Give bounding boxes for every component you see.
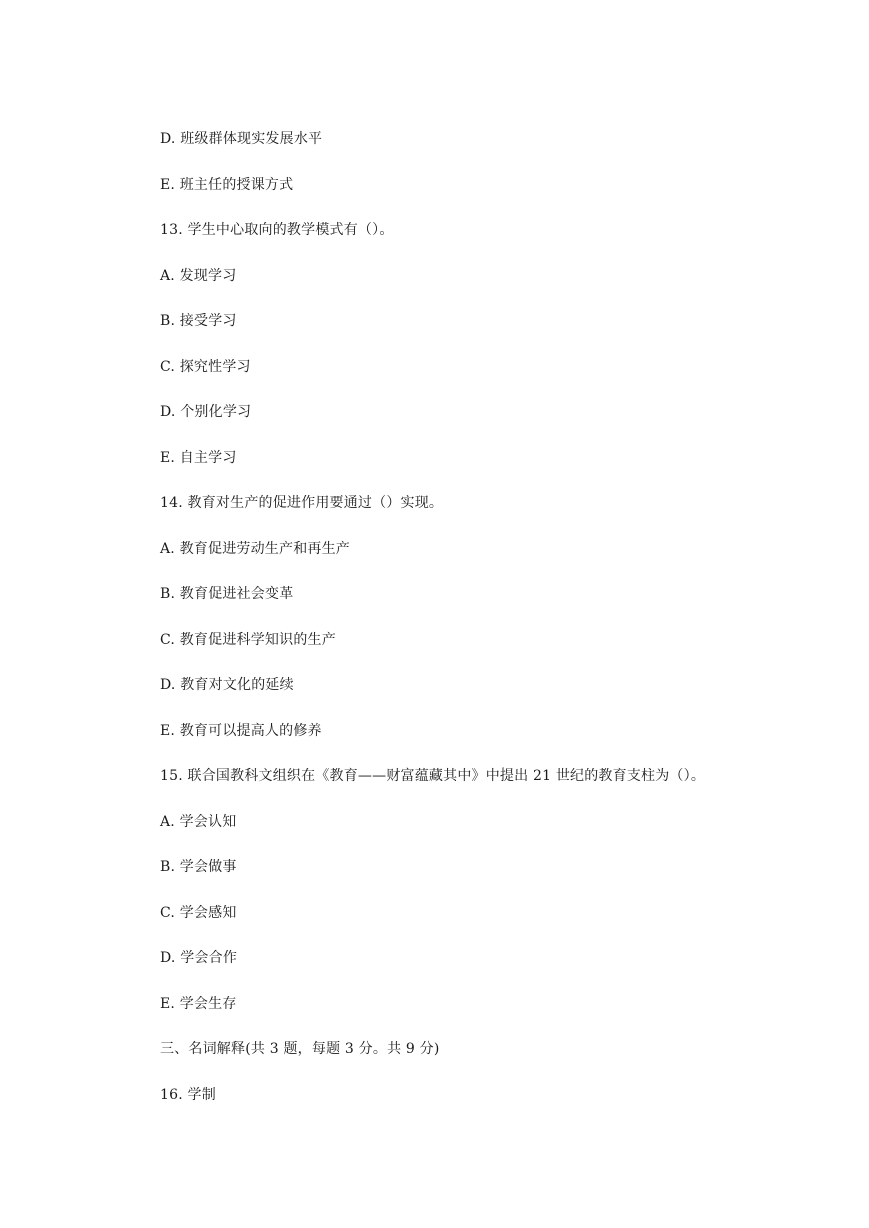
option-14-b: B. 教育促进社会变革 (160, 586, 294, 602)
option-13-d: D. 个别化学习 (160, 404, 252, 420)
option-15-e: E. 学会生存 (160, 996, 237, 1012)
option-15-a: A. 学会认知 (160, 814, 237, 830)
question-13: 13. 学生中心取向的教学模式有（）。 (160, 222, 394, 238)
option-13-e: E. 自主学习 (160, 450, 237, 466)
question-15: 15. 联合国教科文组织在《教育——财富蕴藏其中》中提出 21 世纪的教育支柱为（）。 (160, 768, 706, 784)
option-12-d: D. 班级群体现实发展水平 (160, 131, 323, 147)
option-15-b: B. 学会做事 (160, 859, 237, 875)
option-12-e: E. 班主任的授课方式 (160, 177, 294, 193)
option-15-d: D. 学会合作 (160, 950, 238, 966)
question-16: 16. 学制 (160, 1087, 216, 1103)
option-13-a: A. 发现学习 (160, 268, 237, 284)
option-14-a: A. 教育促进劳动生产和再生产 (160, 541, 351, 557)
question-14: 14. 教育对生产的促进作用要通过（）实现。 (160, 495, 444, 511)
option-14-c: C. 教育促进科学知识的生产 (160, 632, 336, 648)
option-13-b: B. 接受学习 (160, 313, 237, 329)
section-heading-terms: 三、名词解释(共 3 题，每题 3 分。共 9 分) (160, 1041, 440, 1057)
option-14-e: E. 教育可以提高人的修养 (160, 723, 322, 739)
option-13-c: C. 探究性学习 (160, 359, 251, 375)
option-15-c: C. 学会感知 (160, 905, 237, 921)
option-14-d: D. 教育对文化的延续 (160, 677, 294, 693)
